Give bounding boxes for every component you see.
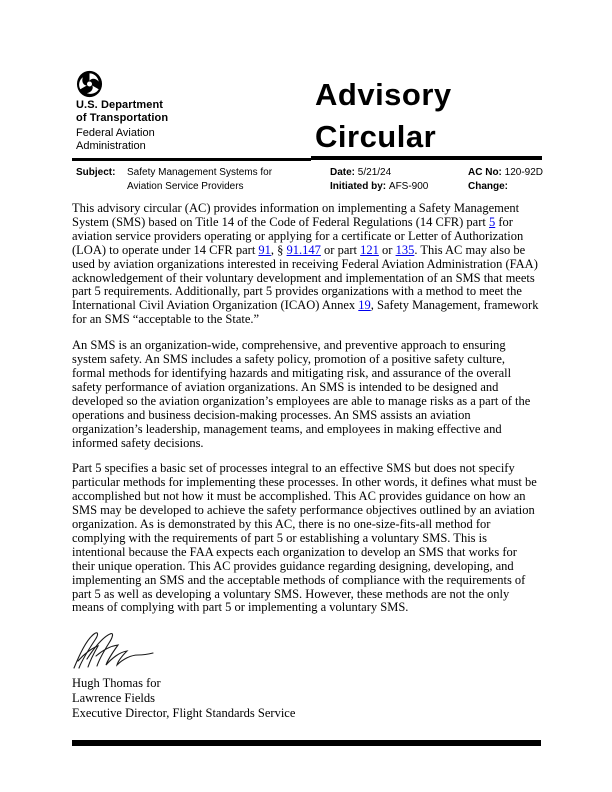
date-value: 5/21/24 — [357, 167, 392, 178]
regulation-link[interactable]: 19 — [358, 298, 371, 313]
regulation-link[interactable]: 135 — [395, 242, 415, 257]
subject-value — [127, 166, 327, 194]
signer-title: Executive Director, Flight Standards Service — [72, 706, 296, 720]
date-column — [330, 166, 470, 194]
paragraph: An SMS is an organization-wide, comprehensive, and preventive approach to ensuring system safety. An SMS includes a safety policy, promotion of a positive safety culture, formal methods for identifying hazards and mitigating risk, and assurance of the overall safety performance of aviation organizations. An SMS is intended to be designed and developed so the aviation organization’s employees are able to manage risks as a part of the operations and business decision-making processes. An SMS assists an aviation organization’s leadership, management teams, and employees in making effective and informed safety decisions. — [72, 338, 531, 450]
regulation-link[interactable]: 91 — [258, 242, 271, 257]
dept-line-2: of Transportation — [76, 112, 169, 124]
acno-column — [468, 166, 548, 194]
paragraph: Part 5 specifies a basic set of processes integral to an effective SMS but does not specify particular methods for implementing these processes. In other words, it defines what must be accomplished but not how it must be accomplished. This AC provides guidance on how an SMS may be developed to achieve the safety performance objectives outlined by an aviation organization. As is demonstrated by this AC, there is no one-size-fits-all method for complying with the requirements of part 5 or establishing a voluntary SMS. This is intentional because the FAA expects each organization to develop an SMS that works for their unique operation. This AC provides guidance regarding designing, developing, and implementing an SMS and the acceptable methods of compliance with the requirements of part 5 as well as developing a voluntary SMS. However, these methods are not the only means of complying with part 5 or implementing a voluntary SMS. — [72, 461, 537, 615]
document-title — [315, 74, 452, 158]
subject-label: Subject: — [76, 167, 116, 178]
subject-value-line-2: Aviation Service Providers — [127, 181, 244, 192]
header-rule-right — [311, 156, 542, 160]
acno-value: 120-92D — [504, 167, 544, 178]
footer-rule — [72, 740, 541, 746]
dot-triskelion-icon — [76, 70, 103, 98]
agency-line-1: Federal Aviation — [76, 127, 155, 139]
subject-block — [72, 166, 542, 200]
document-title-line-1: Advisory — [315, 77, 452, 112]
document-title-line-2: Circular — [315, 119, 437, 154]
date-row — [330, 167, 391, 178]
dept-line-1: U.S. Department — [76, 99, 164, 111]
header-rule-left — [72, 158, 311, 161]
header-agency-block — [76, 70, 296, 153]
subject-value-line-1: Safety Management Systems for — [127, 167, 273, 178]
signer-for: Lawrence Fields — [72, 691, 155, 705]
regulation-link[interactable]: 121 — [360, 242, 379, 257]
initiated-label: Initiated by: — [330, 181, 387, 192]
initiated-value: AFS-900 — [388, 181, 429, 192]
acno-row — [468, 167, 543, 178]
change-row — [468, 181, 511, 192]
regulation-link[interactable]: 91.147 — [286, 242, 321, 257]
initiated-row — [330, 181, 428, 192]
agency-line-2: Administration — [76, 140, 146, 152]
paragraph: This advisory circular (AC) provides information on implementing a Safety Management System (SMS) based on Title 14 of the Code of Federal Regulations (14 CFR) part 5 for aviation service providers operating or applying for a certificate or Letter of Authorization (LOA) to operate under 14 CFR part 91, § 91.147 or part 121 or 135. This AC may also be used by aviation organizations interested in receiving Federal Aviation Administration (FAA) acknowledgement of their voluntary development and implementation of an SMS that meets part 5 requirements. Additionally, part 5 provides organizations with a method to meet the International Civil Aviation Organization (ICAO) Annex 19, Safety Management, framework for an SMS “acceptable to the State.” — [72, 201, 539, 327]
change-label: Change: — [468, 181, 508, 192]
regulation-link[interactable]: 5 — [489, 214, 496, 229]
handwritten-signature — [70, 628, 156, 674]
date-label: Date: — [330, 167, 356, 178]
signer-name: Hugh Thomas for — [72, 676, 161, 690]
body-paragraphs — [72, 202, 541, 627]
signature-block — [72, 676, 295, 721]
acno-label: AC No: — [468, 167, 502, 178]
